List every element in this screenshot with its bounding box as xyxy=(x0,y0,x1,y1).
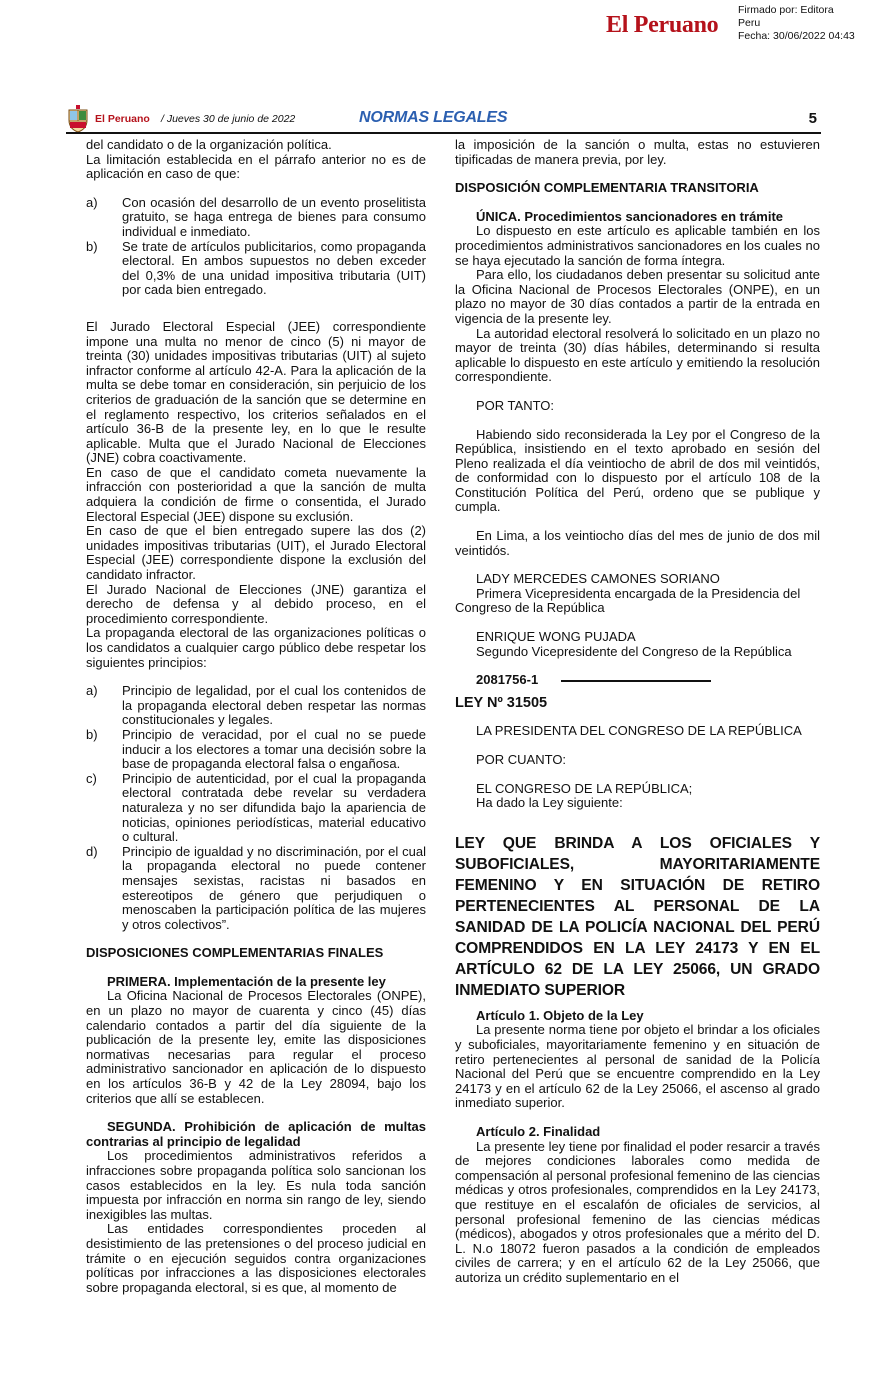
law-title: LEY QUE BRINDA A LOS OFICIALES Y SUBOFICIALES, MAYORITARIAMENTE FEMENINO Y EN SITUACIÓN DE RETIRO PERTENECIENTES AL PERSONAL DE LA SANIDAD DE LA POLICÍA NACIONAL DEL PERÚ COMPRENDIDOS EN LA LEY 24173 Y EN EL ARTÍCULO 62 DE LA LEY 25066, UN GRADO INMEDIATO SUPERIOR xyxy=(455,834,820,999)
paragraph: La limitación establecida en el párrafo anterior no es de aplicación en caso de que: xyxy=(86,151,426,182)
list-text: Principio de autenticidad, por el cual la propaganda electoral contratada debe revelar su verdadera naturaleza y no ser difundida bajo la apariencia de noticias, opiniones periodísticas, material educativo o cultural. xyxy=(122,770,426,845)
signer-name: ENRIQUE WONG PUJADA xyxy=(476,629,636,645)
article-title: ÚNICA. Procedimientos sancionadores en trámite xyxy=(476,208,784,224)
list-item xyxy=(86,240,426,298)
paragraph: Habiendo sido reconsiderada la Ley por el Congreso de la República, insistiendo en el texto aprobado en sesión del Pleno realizada el día veintiocho de abril de dos mil veintidós, de conformidad con lo dispuesto por el artículo 108 de la Constitución Política del Perú, ordeno que se publique y cumpla. xyxy=(455,426,820,515)
document-code: 2081756-1 xyxy=(476,672,539,688)
list-item xyxy=(86,772,426,845)
paragraph: La presente norma tiene por objeto el brindar a los oficiales y suboficiales, mayoritariamente femenino y en situación de retiro pertenecientes al personal de sanidad de la Policía Nacional del Perú que se encuentre comprendido en la Ley 24173 y en el artículo 62 de la Ley 25066, el ascenso al grado inmediato superior. xyxy=(455,1022,820,1111)
paragraph: Para ello, los ciudadanos deben presentar su solicitud ante la Oficina Nacional de Procesos Electorales (ONPE), en un plazo no mayor de 30 días contados a partir de la entrada en vigencia de la presente ley. xyxy=(455,267,820,326)
paragraph: LA PRESIDENTA DEL CONGRESO DE LA REPÚBLICA xyxy=(476,723,802,739)
paragraph: El Jurado Nacional de Elecciones (JNE) garantiza el derecho de defensa y al debido proceso, en el procedimiento correspondiente. xyxy=(86,581,426,626)
list-text: Con ocasión del desarrollo de un evento proselitista gratuito, se haga entrega de bienes para consumo individual e inmediato. xyxy=(122,194,426,239)
signature-line: Peru xyxy=(738,17,761,29)
por-tanto: POR TANTO: xyxy=(476,397,555,413)
list-text: Principio de igualdad y no discriminación, por el cual la propaganda electoral no puede contener mensajes sexistas, racistas ni basados en estereotipos de género que perjudiquen o menoscaben la participación política de las mujeres y otros colectivos”. xyxy=(122,843,426,932)
paragraph: La Oficina Nacional de Procesos Electorales (ONPE), en un plazo no mayor de cuarenta y cinco (45) días calendario contados a partir del día siguiente de la publicación de la presente ley, emite las disposiciones normativas necesarias para regular el proceso administrativo sancionador en aplicación de lo dispuesto en los artículos 36-B y 42 de la Ley 28094, bajo los criterios que allí se establecen. xyxy=(86,988,426,1106)
list-marker: b) xyxy=(86,238,98,254)
paragraph: Ha dado la Ley siguiente: xyxy=(476,795,623,811)
list-item xyxy=(86,728,426,772)
section-heading: DISPOSICIONES COMPLEMENTARIAS FINALES xyxy=(86,945,384,961)
list-marker: a) xyxy=(86,683,98,699)
signer-name: LADY MERCEDES CAMONES SORIANO xyxy=(476,571,720,587)
header-date: / Jueves 30 de junio de 2022 xyxy=(161,113,296,125)
paragraph: la imposición de la sanción o multa, estas no estuvieren tipificadas de manera previa, por ley. xyxy=(455,137,820,167)
paragraph: del candidato o de la organización política. xyxy=(86,137,332,152)
digital-signature xyxy=(738,4,855,43)
article-title: SEGUNDA. Prohibición de aplicación de multas contrarias al principio de legalidad xyxy=(86,1119,426,1149)
paragraph: En caso de que el bien entregado supere las dos (2) unidades impositivas tributarias (UIT), el Jurado Electoral Especial (JEE) correspondiente dispone la exclusión del candidato infractor. xyxy=(86,523,426,583)
article-title: Artículo 1. Objeto de la Ley xyxy=(476,1007,644,1023)
article-title: PRIMERA. Implementación de la presente ley xyxy=(107,973,386,989)
law-number: LEY Nº 31505 xyxy=(455,694,548,711)
el-peruano-logo: El Peruano xyxy=(606,12,719,38)
paragraph: En caso de que el candidato cometa nuevamente la infracción con posterioridad a que la sanción de multa adquiera la condición de firme o consentida, el Jurado Electoral Especial (JEE) dispone su exclusión. xyxy=(86,464,426,524)
list-marker: c) xyxy=(86,770,97,786)
paragraph: La presente ley tiene por finalidad el poder resarcir a través de mejores condiciones laborales como medida de compensación al personal profesional femenino de las ciencias médicas y otros profesionales, comprendidos en la Ley 24173, que restituye en el escalafón de oficiales de servicios, al personal profesional femenino de las ciencias médicas (médicos), abogados y otros profesionales que a mérito del D. L. N.o 18072 fueron pasados a la condición de empleados civiles de carrera; y en el artículo 62 de la Ley 25066, que autoriza un crédito suplementario en el xyxy=(455,1138,820,1285)
paragraph: EL CONGRESO DE LA REPÚBLICA; xyxy=(476,780,693,796)
list-marker: d) xyxy=(86,843,98,859)
list-marker: b) xyxy=(86,726,98,742)
signature-line: Fecha: 30/06/2022 04:43 xyxy=(738,30,855,42)
list-text: Principio de veracidad, por el cual no se puede inducir a los electores a tomar una decisión sobre la base de propaganda electoral falsa o engañosa. xyxy=(122,726,426,772)
header-divider xyxy=(66,132,821,134)
page-number: 5 xyxy=(808,110,817,127)
article-title: Artículo 2. Finalidad xyxy=(476,1123,601,1139)
paragraph: La propaganda electoral de las organizaciones políticas o los candidatos a cualquier cargo público debe respetar los siguientes principios: xyxy=(86,625,426,670)
section-heading: DISPOSICIÓN COMPLEMENTARIA TRANSITORIA xyxy=(455,180,759,196)
list-item xyxy=(86,684,426,728)
paragraph: El Jurado Electoral Especial (JEE) correspondiente impone una multa no menor de cinco (5) ni mayor de treinta (30) unidades impositivas tributarias (UIT) al sujeto infractor conforme al artículo 42-A. Para la aplicación de la multa se debe tomar en consideración, sin perjuicio de los criterios de graduación de la sanción que se determine en el reglamento respectivo, los criterios señalados en el artículo 36-B de la presente ley, en lo que le resulte aplicable. Multa que el Jurado Nacional de Elecciones (JNE) cobra coactivamente. xyxy=(86,318,426,466)
list-text: Se trate de artículos publicitarios, como propaganda electoral. En ambos supuestos no deben exceder del 0,3% de una unidad impositiva tributaria (UIT) por cada bien entregado. xyxy=(122,238,426,298)
list-item xyxy=(86,845,426,933)
coat-of-arms-icon xyxy=(66,105,90,133)
header-brand: El Peruano xyxy=(95,113,150,125)
paragraph: Las entidades correspondientes proceden al desistimiento de las pretensiones o del proceso judicial en trámite o en ejecución seguidos contra organizaciones políticas por infracciones a las disposiciones electorales sobre propaganda electoral, si es que, al momento de xyxy=(86,1221,426,1295)
list-text: Principio de legalidad, por el cual los contenidos de la propaganda electoral deben respetar las normas constitucionales y legales. xyxy=(122,683,426,728)
right-column xyxy=(455,138,820,1285)
signer-role: Segundo Vicepresidente del Congreso de la República xyxy=(476,643,792,659)
paragraph: Los procedimientos administrativos referidos a infracciones sobre propaganda política solo sancionan los casos establecidos en la ley. Es nula toda sanción impuesta por infracción en norma sin rango de ley, siendo inexigibles las multas. xyxy=(86,1148,426,1222)
page-header xyxy=(66,104,821,134)
header-section-title: NORMAS LEGALES xyxy=(359,109,508,126)
list-marker: a) xyxy=(86,194,98,210)
signer-role: Primera Vicepresidenta encargada de la Presidencia del Congreso de la República xyxy=(455,585,801,616)
place-date: En Lima, a los veintiocho días del mes de junio de dos mil veintidós. xyxy=(455,528,820,558)
list-item xyxy=(86,196,426,240)
paragraph: Lo dispuesto en este artículo es aplicable también en los procedimientos administrativos sancionadores en los cuales no se haya ejecutado la sanción de forma íntegra. xyxy=(455,223,820,268)
por-cuanto: POR CUANTO: xyxy=(476,752,567,767)
signature-line: Firmado por: Editora xyxy=(738,4,834,16)
left-column xyxy=(86,138,426,1295)
paragraph: La autoridad electoral resolverá lo solicitado en un plazo no mayor de treinta (30) días hábiles, determinando si resulta aplicable lo dispuesto en este artículo y emitiendo la resolución correspondiente. xyxy=(455,325,820,385)
